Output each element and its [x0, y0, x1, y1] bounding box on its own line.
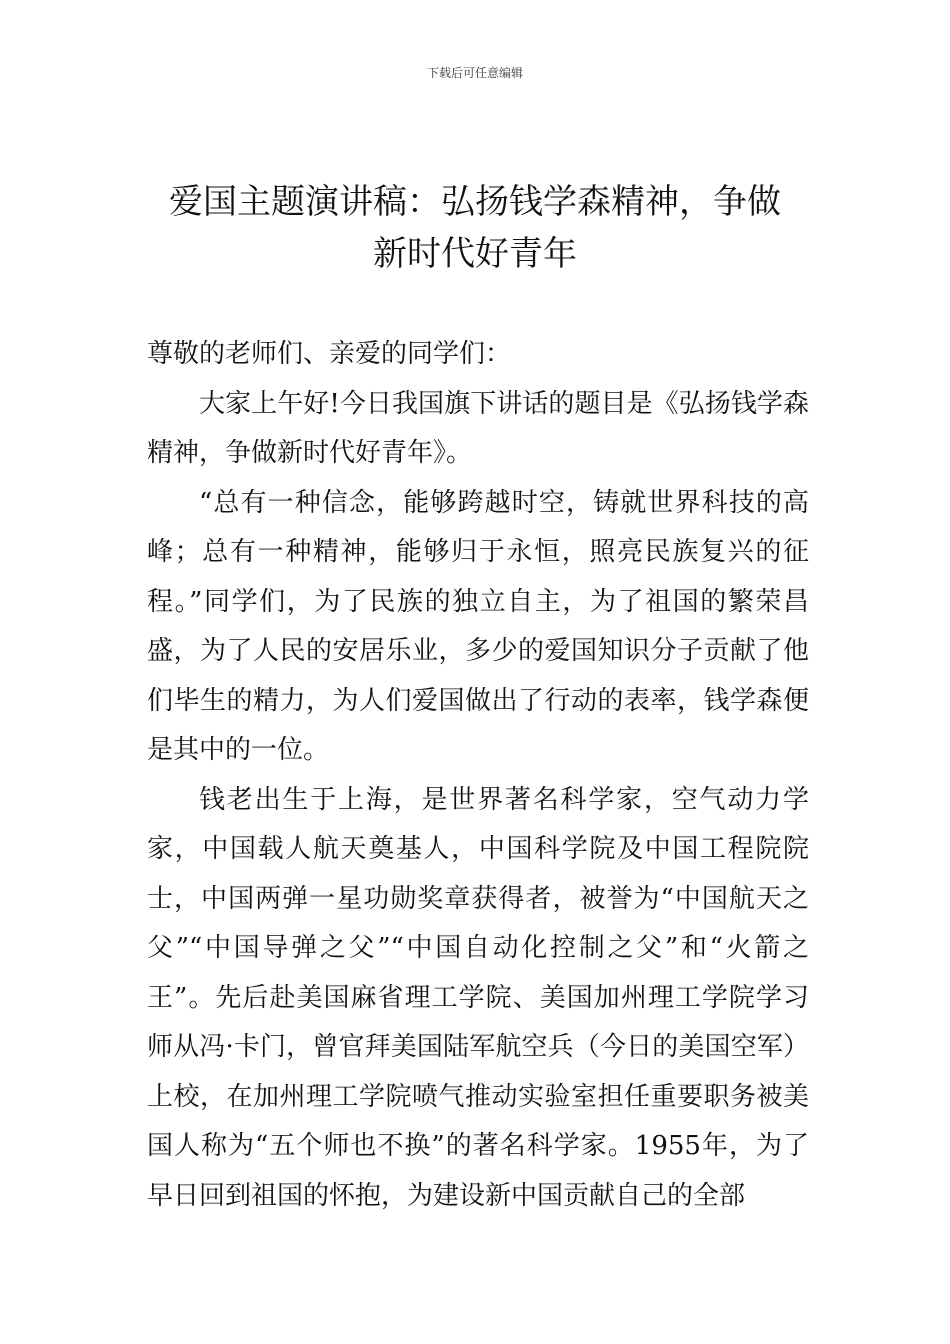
title-line-1: 爱国主题演讲稿：弘扬钱学森精神，争做 — [169, 182, 781, 222]
title-line-2: 新时代好青年 — [373, 234, 577, 274]
document-body — [147, 330, 809, 1221]
paragraph-2: “总有一种信念，能够跨越时空，铸就世界科技的高峰；总有一种精神，能够归于永恒，照亮民族复兴的征程。”同学们，为了民族的独立自主，为了祖国的繁荣昌盛，为了人民的安居乐业，多少的爱国知识分子贡献了他们毕生的精力，为人们爱国做出了行动的表率，钱学森便是其中的一位。 — [147, 487, 809, 765]
header-note: 下载后可任意编辑 — [426, 66, 523, 80]
salutation: 尊敬的老师们、亲爱的同学们： — [147, 339, 512, 369]
paragraph-3: 钱老出生于上海，是世界著名科学家，空气动力学家，中国载人航天奠基人，中国科学院及中国工程院院士，中国两弹一星功勋奖章获得者，被誉为“中国航天之父”“中国导弹之父”“中国自动化控制之父”和“火箭之王”。先后赴美国麻省理工学院、美国加州理工学院学习师从冯·卡门，曾官拜美国陆军航空兵（今日的美国空军）上校，在加州理工学院喷气推动实验室担任重要职务被美国人称为“五个师也不换”的著名科学家。1955年，为了早日回到祖国的怀抱，为建设新中国贡献自己的全部 — [147, 784, 809, 1211]
document-title — [100, 176, 850, 280]
paragraph-1: 大家上午好!今日我国旗下讲话的题目是《弘扬钱学森精神，争做新时代好青年》。 — [147, 388, 809, 468]
